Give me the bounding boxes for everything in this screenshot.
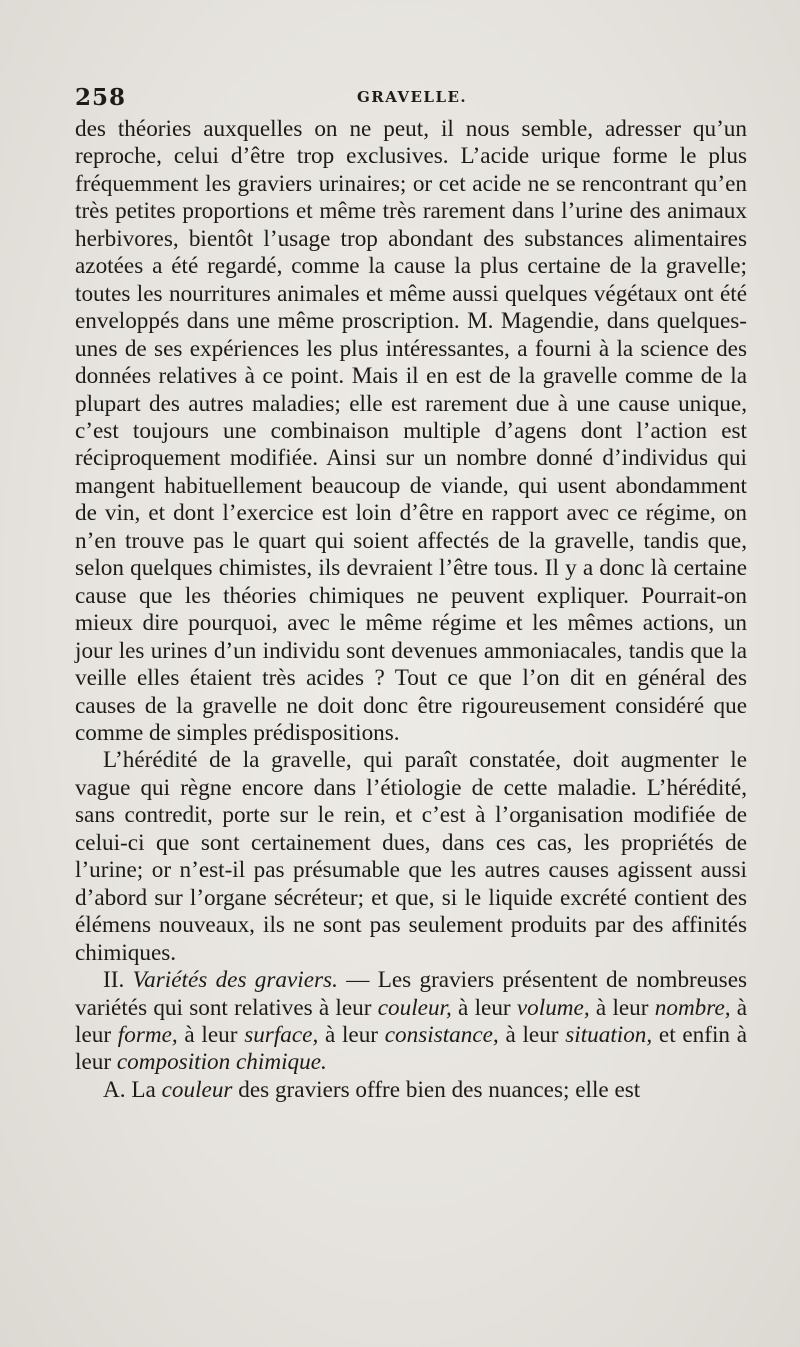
- subsection-letter: A.: [103, 1076, 126, 1103]
- section-number: II.: [103, 967, 125, 994]
- body-text: [75, 116, 747, 1104]
- italic-term: couleur: [161, 1076, 233, 1103]
- paragraph-varietes: [75, 967, 747, 1077]
- text-run: à leur: [595, 994, 649, 1021]
- italic-term: couleur,: [377, 994, 452, 1021]
- running-title: GRAVELLE.: [357, 88, 468, 106]
- italic-term: composition chimique.: [116, 1049, 327, 1076]
- page-header: [75, 84, 525, 114]
- italic-term: consistance,: [384, 1021, 499, 1048]
- italic-term: situation,: [565, 1021, 653, 1048]
- text-run: La: [131, 1076, 156, 1103]
- paragraph-1: des théories auxquelles on ne peut, il nous semble, adresser qu’un reproche, celui d’être trop exclusives. L’acide urique forme le plus fréquemment les graviers urinaires; or cet acide ne se rencontrant qu’en très petites proportions et même très rarement dans l’urine des animaux herbivores, bientôt l’usage trop abondant des substances alimentaires azotées a été regardé, comme la cause la plus certaine de la gravelle; toutes les nourritures animales et même aussi quelques végétaux ont été enveloppés dans une même proscription. M. Magendie, dans quelques-unes de ses expériences les plus intéressantes, a fourni à la science des données relatives à ce point. Mais il en est de la gravelle comme de la plupart des autres maladies; elle est rarement due à une cause unique, c’est toujours une combinaison multiple d’agens dont l’action est réciproquement modifiée. Ainsi sur un nombre donné d’individus qui mangent habituellement beaucoup de viande, qui usent abondamment de vin, et dont l’exercice est loin d’être en rapport avec ce régime, on n’en trouve pas le quart qui soient affectés de la gravelle, tandis que, selon quelques chimistes, ils devraient l’être tous. Il y a donc là certaine cause que les théories chimiques ne peuvent expliquer. Pourrait-on mieux dire pourquoi, avec le même régime et les mêmes actions, un jour les urines d’un individu sont devenues ammoniacales, tandis que la veille elles étaient très acides ? Tout ce que l’on dit en général des causes de la gravelle ne doit donc être rigoureusement considéré que comme de simples prédispositions.: [75, 116, 747, 746]
- text-run: et enfin à leur: [75, 1021, 748, 1076]
- paragraph-2: L’hérédité de la gravelle, qui paraît constatée, doit augmenter le vague qui règne encore dans l’étiologie de cette maladie. L’hérédité, sans contredit, porte sur le rein, et c’est à l’organisation modifiée de celui-ci que sont certainement dues, dans ces cas, les propriétés de l’urine; or n’est-il pas présumable que les autres causes agissent aussi d’abord sur l’organe sécréteur; et que, si le liquide excrété contient des élémens nouveaux, ils ne sont pas seulement produits par des affinités chimiques.: [75, 747, 747, 966]
- text-run: à leur: [75, 994, 748, 1048]
- page-number: 258: [75, 84, 127, 111]
- italic-term: forme,: [117, 1021, 178, 1048]
- paragraph-couleur: [75, 1077, 747, 1104]
- text-run: à leur: [458, 994, 511, 1021]
- text-run: des graviers offre bien des nuances; elle est: [238, 1076, 641, 1103]
- em-dash: —: [346, 967, 370, 994]
- text-run: à leur: [184, 1021, 238, 1048]
- italic-term: surface,: [244, 1021, 319, 1048]
- section-title: Variétés des graviers.: [132, 967, 338, 994]
- text-run: Les graviers présentent de nombreuses variétés qui sont relatives à leur: [75, 967, 748, 1021]
- text-run: à leur: [324, 1021, 379, 1048]
- italic-term: volume,: [516, 994, 590, 1021]
- italic-term: nombre,: [654, 994, 731, 1021]
- text-run: à leur: [505, 1021, 559, 1048]
